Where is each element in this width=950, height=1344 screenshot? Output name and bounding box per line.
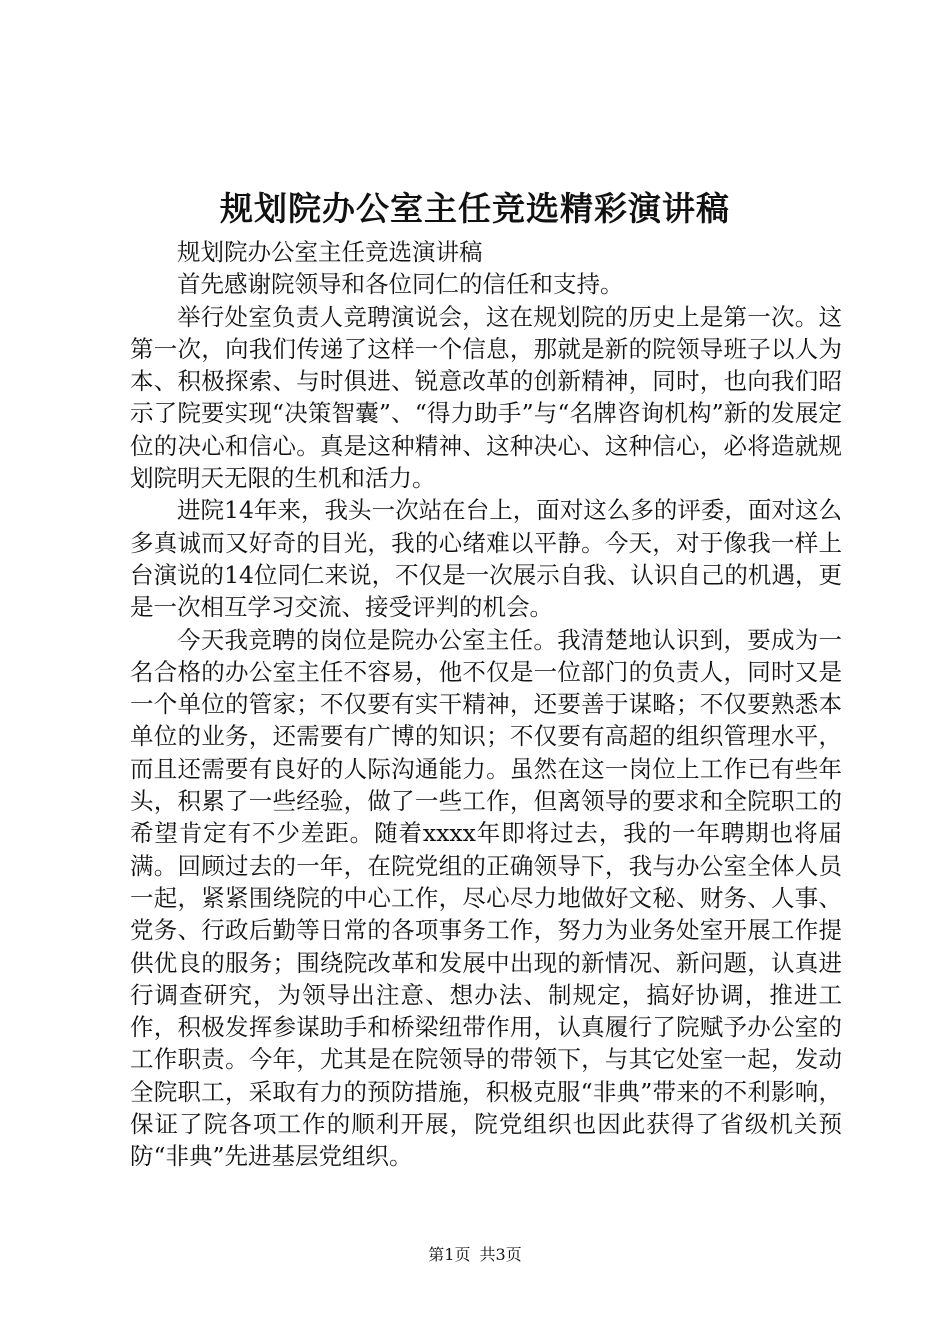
paragraph-first-time: 举行处室负责人竞聘演说会，这在规划院的历史上是第一次。这第一次，向我们传递了这样一个信息，那就是新的院领导班子以人为本、积极探索、与时俱进、锐意改革的创新精神，同时，也向我们昭示了院要实现“决策智囊”、“得力助手”与“名牌咨询机构”新的发展定位的决心和信心。真是这种精神、这种决心、这种信心，必将造就规划院明天无限的生机和活力。 — [130, 302, 842, 493]
paragraph-subtitle: 规划院办公室主任竞选演讲稿 — [177, 238, 483, 266]
page-footer — [0, 1244, 950, 1266]
paragraph-fourteen-years: 进院14年来，我头一次站在台上，面对这么多的评委，面对这么多真诚而又好奇的目光，我的心绪难以平静。今天，对于像我一样上台演说的14位同仁来说，不仅是一次展示自我、认识自己的机遇，更是一次相互学习交流、接受评判的机会。 — [130, 496, 842, 622]
document-body — [130, 236, 842, 1173]
page-number-total: 共3页 — [479, 1245, 522, 1264]
page-number-current: 第1页 — [428, 1245, 471, 1264]
document-title: 规划院办公室主任竞选精彩演讲稿 — [220, 189, 730, 228]
paragraph-thanks: 首先感谢院领导和各位同仁的信任和支持。 — [177, 270, 624, 299]
paragraph-position: 今天我竞聘的岗位是院办公室主任。我清楚地认识到，要成为一名合格的办公室主任不容易，他不仅是一位部门的负责人，同时又是一个单位的管家；不仅要有实干精神，还要善于谋略；不仅要熟悉本单位的业务，还需要有广博的知识；不仅要有高超的组织管理水平，而且还需要有良好的人际沟通能力。虽然在这一岗位上工作已有些年头，积累了一些经验，做了一些工作，但离领导的要求和全院职工的希望肯定有不少差距。随着xxxx年即将过去，我的一年聘期也将届满。回顾过去的一年，在院党组的正确领导下，我与办公室全体人员一起，紧紧围绕院的中心工作，尽心尽力地做好文秘、财务、人事、党务、行政后勤等日常的各项事务工作，努力为业务处室开展工作提供优良的服务；围绕院改革和发展中出现的新情况、新问题，认真进行调查研究，为领导出注意、想办法、制规定，搞好协调，推进工作，积极发挥参谋助手和桥梁纽带作用，认真履行了院赋予办公室的工作职责。今年，尤其是在院领导的带领下，与其它处室一起，发动全院职工，采取有力的预防措施，积极克服“非典”带来的不利影响，保证了院各项工作的顺利开展，院党组织也因此获得了省级机关预防“非典”先进基层党组织。 — [130, 625, 842, 1171]
